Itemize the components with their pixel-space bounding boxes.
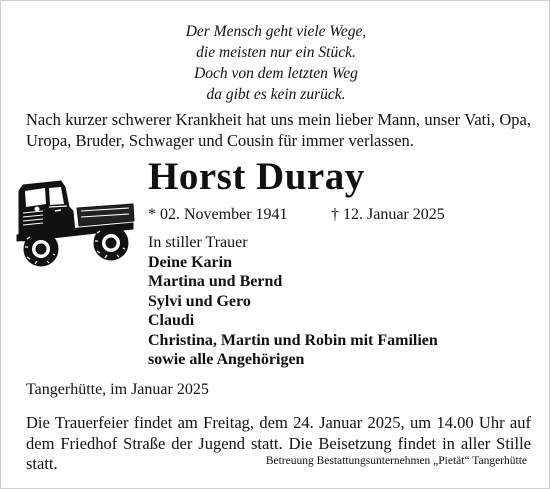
poem-line: da gibt es kein zurück.: [206, 86, 346, 103]
memorial-poem: [1, 21, 550, 105]
deceased-name: Horst Duray: [148, 155, 365, 198]
mourners-block: [148, 233, 528, 370]
mourner-name: sowie alle Angehörigen: [148, 351, 305, 368]
truck-icon: [15, 177, 137, 269]
mourner-name: Martina und Bernd: [148, 273, 283, 290]
undertaker-credit: Betreuung Bestattungsunternehmen „Pietät“ Tangerhütte: [265, 455, 527, 467]
mourner-name: Claudi: [148, 312, 195, 329]
place-and-date: Tangerhütte, im Januar 2025: [26, 381, 209, 398]
death-date: † 12. Januar 2025: [331, 206, 445, 223]
birth-date: * 02. November 1941: [148, 206, 288, 223]
poem-line: die meisten nur ein Stück.: [196, 44, 356, 61]
poem-line: Der Mensch geht viele Wege,: [185, 23, 367, 40]
mourner-name: Christina, Martin und Robin mit Familien: [148, 331, 438, 349]
poem-line: Doch von dem letzten Weg: [194, 65, 358, 82]
mourner-name: Sylvi und Gero: [148, 292, 251, 310]
mourning-lead: In stiller Trauer: [148, 234, 248, 251]
mourner-name: Deine Karin: [148, 253, 232, 271]
intro-text: Nach kurzer schwerer Krankheit hat uns mein lieber Mann, unser Vati, Opa, Uropa, Bruder, Schwager und Cousin für immer verlassen.: [26, 110, 531, 150]
funeral-details: Die Trauerfeier findet am Freitag, dem 24. Januar 2025, um 14.00 Uhr auf dem Friedhof Straße der Jugend statt. Die Beisetzung findet in aller Stille statt.: [26, 413, 531, 473]
